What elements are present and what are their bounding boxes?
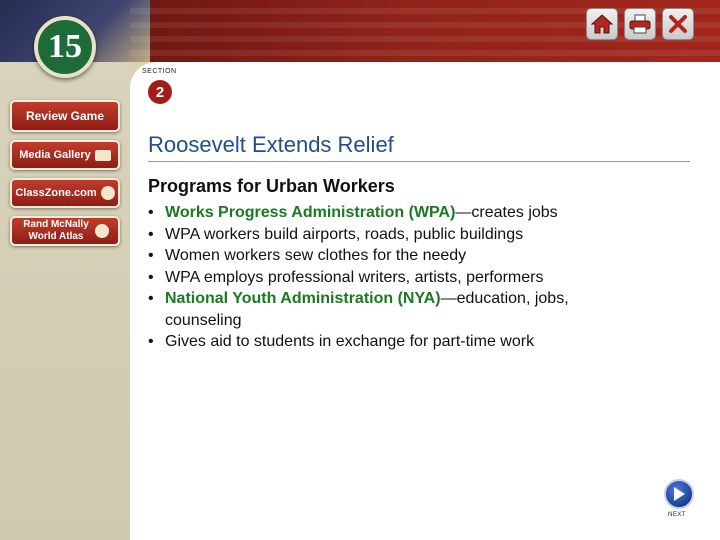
film-icon bbox=[95, 150, 111, 161]
sidebar-item-label: Rand McNally World Atlas bbox=[23, 219, 89, 242]
list-item bbox=[148, 224, 588, 246]
bullet-text: —education, jobs, counseling bbox=[165, 290, 569, 329]
flag-stripe bbox=[130, 50, 720, 56]
bullet-text: WPA workers build airports, roads, public buildings bbox=[165, 225, 524, 243]
section-subheading: Programs for Urban Workers bbox=[148, 176, 395, 196]
bullet-marker: • bbox=[148, 268, 154, 286]
home-button[interactable] bbox=[586, 8, 618, 40]
print-button[interactable] bbox=[624, 8, 656, 40]
home-icon bbox=[591, 14, 613, 34]
bullet-text: Women workers sew clothes for the needy bbox=[165, 247, 467, 264]
section-number-badge: 2 bbox=[148, 80, 172, 104]
next-button[interactable] bbox=[664, 479, 694, 509]
key-term-wpa: Works Progress Administration (WPA) bbox=[165, 204, 456, 221]
play-arrow-icon bbox=[672, 486, 686, 502]
close-icon bbox=[667, 13, 689, 35]
chapter-number-badge: 15 bbox=[34, 16, 96, 78]
compass-icon bbox=[95, 224, 109, 238]
list-item bbox=[148, 267, 588, 289]
sidebar-item-label: Review Game bbox=[25, 109, 105, 123]
bullet-marker: • bbox=[148, 333, 154, 350]
slide-content bbox=[130, 62, 720, 540]
page-title: Roosevelt Extends Relief bbox=[148, 132, 394, 157]
sidebar-item-label: ClassZone.com bbox=[15, 187, 97, 199]
bullet-text: Gives aid to students in exchange for part-time work bbox=[165, 333, 535, 350]
print-icon bbox=[629, 14, 651, 34]
key-term-nya: National Youth Administration (NYA) bbox=[165, 290, 441, 307]
globe-icon bbox=[101, 186, 115, 200]
list-item bbox=[148, 288, 588, 331]
toolbar bbox=[586, 8, 694, 40]
sidebar-item-label: Media Gallery bbox=[19, 149, 91, 161]
bullet-marker: • bbox=[148, 290, 154, 307]
title-divider bbox=[148, 161, 690, 162]
media-gallery-button[interactable] bbox=[10, 140, 120, 170]
bullet-marker: • bbox=[148, 225, 154, 243]
bullet-list bbox=[148, 202, 588, 353]
review-game-button[interactable] bbox=[10, 100, 120, 132]
next-label: NEXT bbox=[668, 512, 687, 518]
bullet-text: —creates jobs bbox=[455, 204, 558, 221]
list-item bbox=[148, 245, 588, 267]
section-label: SECTION bbox=[142, 68, 177, 75]
close-button[interactable] bbox=[662, 8, 694, 40]
world-atlas-button[interactable] bbox=[10, 216, 120, 246]
bullet-text: WPA employs professional writers, artists, performers bbox=[165, 268, 544, 286]
list-item bbox=[148, 331, 588, 353]
classzone-button[interactable] bbox=[10, 178, 120, 208]
list-item bbox=[148, 202, 588, 224]
bullet-marker: • bbox=[148, 247, 154, 264]
bullet-marker: • bbox=[148, 204, 154, 221]
sidebar bbox=[10, 100, 120, 254]
